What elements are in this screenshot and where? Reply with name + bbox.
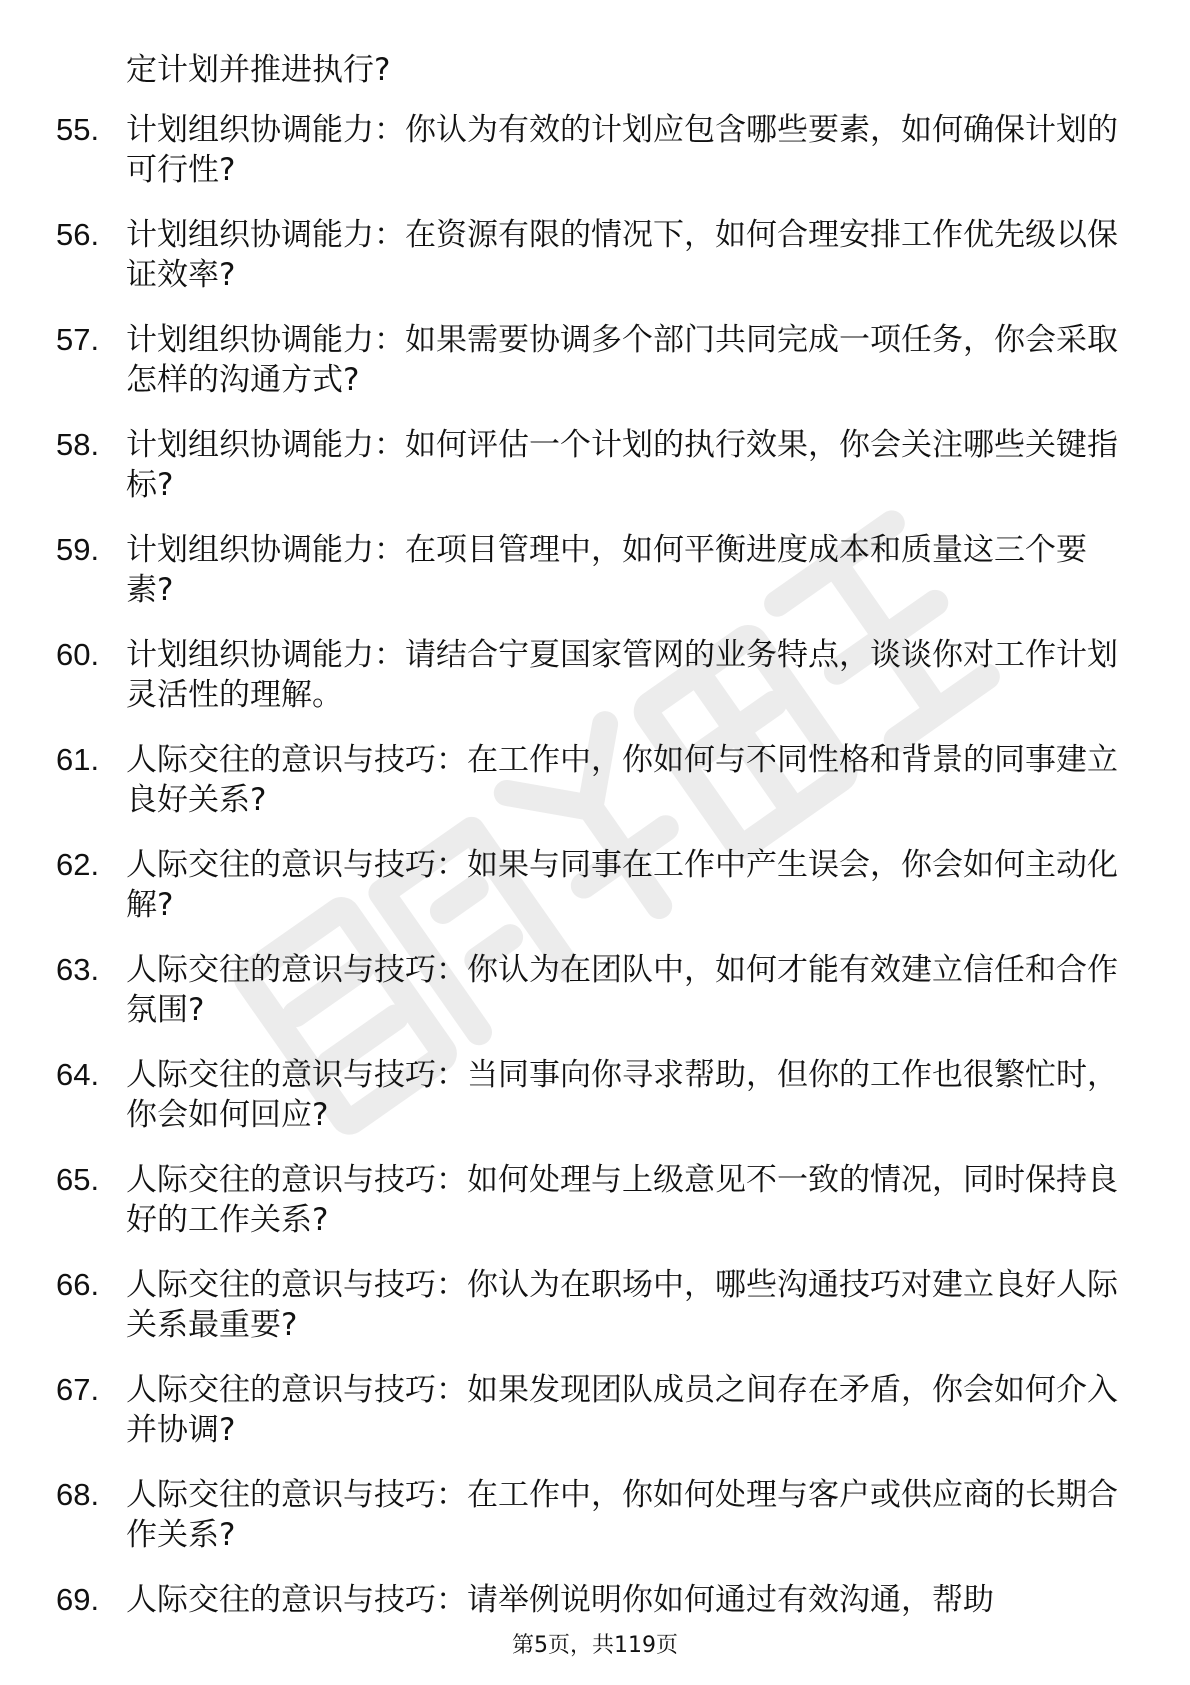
question-number: 69. [56, 1582, 100, 1617]
question-text: 人际交往的意识与技巧：如何处理与上级意见不一致的情况，同时保持良好的工作关系? [126, 1162, 1118, 1238]
question-item [56, 845, 1136, 950]
question-item [56, 110, 1136, 215]
question-text: 人际交往的意识与技巧：请举例说明你如何通过有效沟通，帮助 [126, 1582, 994, 1618]
question-number: 61. [56, 742, 100, 777]
question-text: 计划组织协调能力：在项目管理中，如何平衡进度成本和质量这三个要素? [126, 532, 1087, 608]
question-text: 人际交往的意识与技巧：如果与同事在工作中产生误会，你会如何主动化解? [126, 847, 1118, 923]
question-number: 68. [56, 1477, 100, 1512]
question-list [56, 110, 1136, 1685]
question-text: 人际交往的意识与技巧：你认为在团队中，如何才能有效建立信任和合作氛围? [126, 952, 1118, 1028]
question-number: 57. [56, 322, 100, 357]
question-number: 67. [56, 1372, 100, 1407]
question-number: 56. [56, 217, 100, 252]
question-text: 计划组织协调能力：如果需要协调多个部门共同完成一项任务，你会采取怎样的沟通方式? [126, 322, 1118, 398]
question-text: 计划组织协调能力：在资源有限的情况下，如何合理安排工作优先级以保证效率? [126, 217, 1118, 293]
question-text: 人际交往的意识与技巧：你认为在职场中，哪些沟通技巧对建立良好人际关系最重要? [126, 1267, 1118, 1343]
question-number: 59. [56, 532, 100, 567]
question-number: 58. [56, 427, 100, 462]
question-text: 计划组织协调能力：如何评估一个计划的执行效果，你会关注哪些关键指标? [126, 427, 1118, 503]
question-text: 人际交往的意识与技巧：在工作中，你如何与不同性格和背景的同事建立良好关系? [126, 742, 1118, 818]
question-number: 62. [56, 847, 100, 882]
question-item [56, 425, 1136, 530]
question-item [56, 740, 1136, 845]
question-number: 64. [56, 1057, 100, 1092]
question-text: 人际交往的意识与技巧：在工作中，你如何处理与客户或供应商的长期合作关系? [126, 1477, 1118, 1553]
continued-question-text: 定计划并推进执行? [126, 52, 391, 88]
question-item [56, 1160, 1136, 1265]
question-item [56, 635, 1136, 740]
page-footer: 第5页，共119页 [512, 1633, 678, 1658]
question-text: 人际交往的意识与技巧：当同事向你寻求帮助，但你的工作也很繁忙时，你会如何回应? [126, 1057, 1118, 1133]
question-text: 人际交往的意识与技巧：如果发现团队成员之间存在矛盾，你会如何介入并协调? [126, 1372, 1118, 1448]
question-item [56, 1475, 1136, 1580]
question-item [56, 1265, 1136, 1370]
question-text: 计划组织协调能力：请结合宁夏国家管网的业务特点，谈谈你对工作计划灵活性的理解。 [126, 637, 1118, 713]
question-item [56, 1055, 1136, 1160]
question-number: 65. [56, 1162, 100, 1197]
question-number: 63. [56, 952, 100, 987]
question-item [56, 1370, 1136, 1475]
question-item [56, 320, 1136, 425]
question-number: 60. [56, 637, 100, 672]
question-item [56, 530, 1136, 635]
question-number: 55. [56, 112, 100, 147]
question-item [56, 215, 1136, 320]
question-item [56, 950, 1136, 1055]
question-text: 计划组织协调能力：你认为有效的计划应包含哪些要素，如何确保计划的可行性? [126, 112, 1118, 188]
question-number: 66. [56, 1267, 100, 1302]
